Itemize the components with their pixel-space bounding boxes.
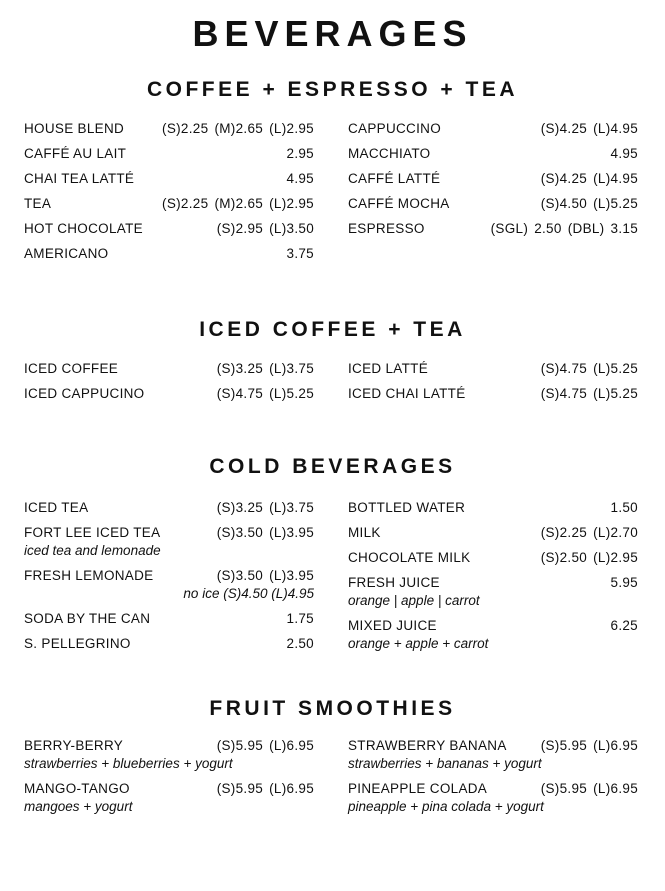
menu-item [24, 610, 314, 628]
menu-title: BEVERAGES [192, 13, 473, 54]
cold-right-column [348, 499, 638, 660]
menu-item [24, 195, 314, 213]
item-name: CAFFÉ LATTÉ [348, 171, 441, 186]
item-name: BERRY-BERRY [24, 738, 124, 753]
item-name: ESPRESSO [348, 221, 425, 236]
item-name: SODA BY THE CAN [24, 611, 151, 626]
item-price: (S)4.75 (L)5.25 [216, 386, 314, 401]
menu-item [348, 524, 638, 542]
section-title-cold-beverages: COLD BEVERAGES [209, 455, 456, 478]
menu-item [348, 145, 638, 163]
item-name: FRESH LEMONADE [24, 568, 154, 583]
item-price: (S)2.25 (L)2.70 [540, 525, 638, 540]
item-price: 4.95 [610, 146, 638, 161]
item-price: (S)4.50 (L)5.25 [540, 196, 638, 211]
item-price: (S)5.95 (L)6.95 [216, 781, 314, 796]
coffee-right-column [348, 120, 638, 245]
item-price: 3.75 [286, 246, 314, 261]
item-name: HOT CHOCOLATE [24, 221, 143, 236]
smoothies-right-column [348, 737, 638, 823]
item-description: orange | apple | carrot [348, 593, 480, 608]
menu-item [24, 245, 314, 263]
item-price: (S)4.75 (L)5.25 [540, 386, 638, 401]
item-price: (S)2.95 (L)3.50 [216, 221, 314, 236]
item-name: ICED LATTÉ [348, 361, 429, 376]
item-description: strawberries + blueberries + yogurt [24, 756, 233, 771]
menu-item [24, 524, 314, 560]
item-price: 1.50 [610, 500, 638, 515]
item-name: FORT LEE ICED TEA [24, 525, 161, 540]
item-price: 4.95 [286, 171, 314, 186]
menu-item [348, 574, 638, 610]
item-price: (S)3.50 (L)3.95 [216, 568, 314, 583]
menu-item [24, 220, 314, 238]
item-price: 5.95 [610, 575, 638, 590]
menu-item [348, 385, 638, 403]
item-name: CHAI TEA LATTÉ [24, 171, 135, 186]
item-price: (S)5.95 (L)6.95 [216, 738, 314, 753]
item-name: CHOCOLATE MILK [348, 550, 471, 565]
iced-left-column [24, 360, 314, 410]
menu-item [348, 220, 638, 238]
item-price: 2.95 [286, 146, 314, 161]
item-price: (S)3.50 (L)3.95 [216, 525, 314, 540]
smoothies-left-column [24, 737, 314, 823]
item-price: (S)5.95 (L)6.95 [540, 738, 638, 753]
section-title-fruit-smoothies: FRUIT SMOOTHIES [209, 697, 456, 720]
iced-right-column [348, 360, 638, 410]
item-name: MILK [348, 525, 381, 540]
menu-item [24, 499, 314, 517]
menu-item [348, 120, 638, 138]
item-name: TEA [24, 196, 52, 211]
item-price: (S)2.50 (L)2.95 [540, 550, 638, 565]
item-name: PINEAPPLE COLADA [348, 781, 488, 796]
menu-item [348, 360, 638, 378]
item-name: MANGO-TANGO [24, 781, 130, 796]
menu-item [24, 145, 314, 163]
item-price: (S)5.95 (L)6.95 [540, 781, 638, 796]
item-price: (S)3.25 (L)3.75 [216, 500, 314, 515]
item-price: 1.75 [286, 611, 314, 626]
item-description: iced tea and lemonade [24, 543, 161, 558]
item-name: CAFFÉ AU LAIT [24, 146, 127, 161]
cold-left-column [24, 499, 314, 660]
item-price: (S)4.25 (L)4.95 [540, 121, 638, 136]
item-name: CAPPUCCINO [348, 121, 442, 136]
item-name: AMERICANO [24, 246, 109, 261]
item-price: (S)2.25 (M)2.65 (L)2.95 [162, 121, 314, 136]
menu-item [24, 635, 314, 653]
menu-item [348, 737, 638, 773]
item-name: BOTTLED WATER [348, 500, 466, 515]
item-price: (S)3.25 (L)3.75 [216, 361, 314, 376]
item-description: orange + apple + carrot [348, 636, 489, 651]
menu-item [348, 499, 638, 517]
menu-item [348, 170, 638, 188]
menu-item [348, 780, 638, 816]
item-price: 2.50 [286, 636, 314, 651]
item-description: mangoes + yogurt [24, 799, 133, 814]
section-title-iced-coffee-tea: ICED COFFEE + TEA [199, 318, 466, 341]
menu-item [348, 549, 638, 567]
item-name: MACCHIATO [348, 146, 431, 161]
item-name: MIXED JUICE [348, 618, 437, 633]
item-price: (SGL) 2.50 (DBL) 3.15 [490, 221, 638, 236]
item-name: STRAWBERRY BANANA [348, 738, 507, 753]
menu-item [24, 120, 314, 138]
menu-item [24, 385, 314, 403]
coffee-left-column [24, 120, 314, 270]
item-name: ICED CAPPUCINO [24, 386, 145, 401]
menu-item [24, 737, 314, 773]
item-name: S. PELLEGRINO [24, 636, 131, 651]
item-description: pineapple + pina colada + yogurt [348, 799, 544, 814]
menu-item [24, 360, 314, 378]
item-name: ICED TEA [24, 500, 89, 515]
item-price: (S)2.25 (M)2.65 (L)2.95 [162, 196, 314, 211]
menu-item [24, 170, 314, 188]
menu-item [24, 567, 314, 603]
item-name: ICED CHAI LATTÉ [348, 386, 466, 401]
item-name: ICED COFFEE [24, 361, 119, 376]
item-price: (S)4.25 (L)4.95 [540, 171, 638, 186]
menu-item [24, 780, 314, 816]
item-name: FRESH JUICE [348, 575, 440, 590]
section-title-coffee-espresso-tea: COFFEE + ESPRESSO + TEA [146, 78, 519, 101]
item-description: strawberries + bananas + yogurt [348, 756, 542, 771]
item-price: 6.25 [610, 618, 638, 633]
menu-item [348, 195, 638, 213]
item-name: HOUSE BLEND [24, 121, 125, 136]
item-note: no ice (S)4.50 (L)4.95 [183, 586, 314, 601]
item-name: CAFFÉ MOCHA [348, 196, 450, 211]
menu-item [348, 617, 638, 653]
item-price: (S)4.75 (L)5.25 [540, 361, 638, 376]
